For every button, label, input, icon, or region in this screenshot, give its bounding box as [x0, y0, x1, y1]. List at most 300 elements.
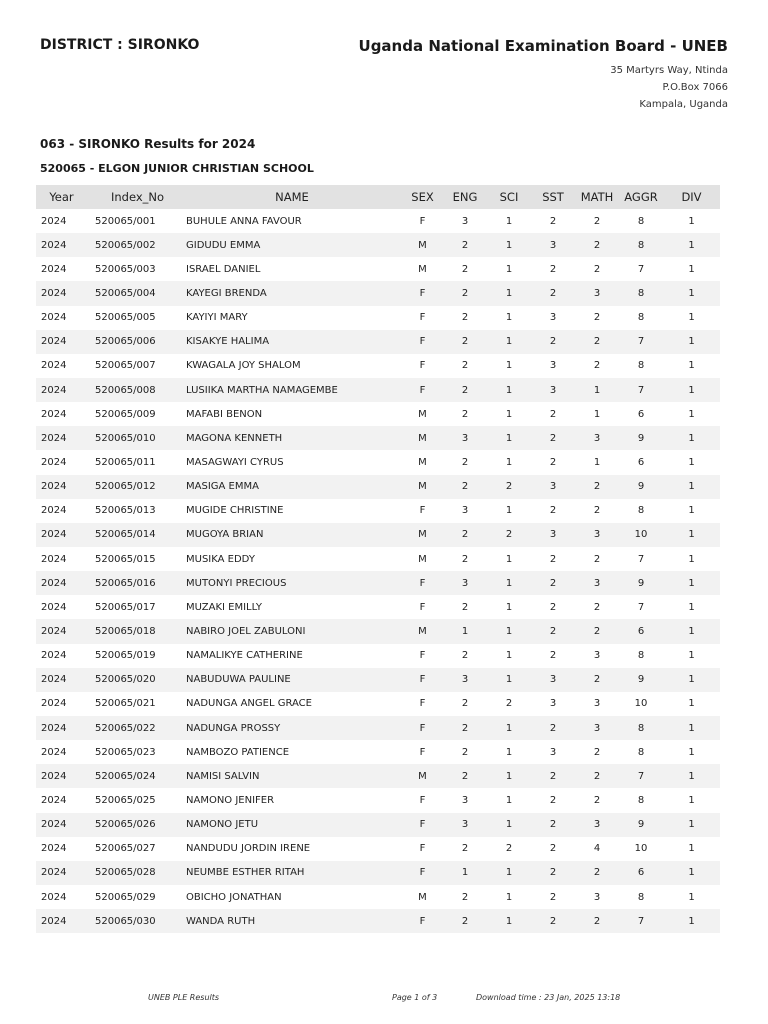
cell-sst: 2 [531, 571, 575, 595]
cell-aggr: 8 [637, 746, 645, 758]
cell-sci: 1 [505, 553, 513, 565]
cell-eng: 2 [461, 698, 469, 710]
cell-sex: F [402, 281, 443, 305]
cell-name: NAMONO JETU [182, 813, 402, 837]
cell-sst: 2 [531, 426, 575, 450]
cell-sst: 2 [549, 263, 557, 275]
cell-aggr: 10 [634, 843, 648, 855]
cell-sex: M [418, 891, 427, 903]
cell-math: 2 [593, 215, 601, 227]
cell-index-no: 520065/021 [95, 698, 156, 710]
cell-aggr: 7 [637, 263, 645, 275]
cell-name: KAYEGI BRENDA [182, 281, 402, 305]
cell-eng: 2 [461, 456, 469, 468]
cell-aggr: 9 [619, 426, 663, 450]
table-row [36, 233, 720, 257]
cell-eng: 3 [461, 215, 469, 227]
cell-name: MAFABI BENON [186, 408, 263, 420]
cell-index-no: 520065/002 [93, 233, 182, 257]
cell-div: 1 [688, 698, 695, 710]
cell-aggr: 8 [637, 794, 645, 806]
cell-index-no: 520065/012 [93, 475, 182, 499]
cell-sst: 2 [549, 215, 557, 227]
cell-aggr: 7 [619, 909, 663, 933]
cell-sex: M [418, 263, 427, 275]
cell-math: 2 [593, 505, 601, 517]
cell-name: MUSIKA EDDY [186, 553, 255, 565]
cell-sci: 1 [487, 619, 531, 643]
cell-math: 3 [575, 281, 619, 305]
cell-math: 3 [575, 813, 619, 837]
cell-math: 2 [575, 909, 619, 933]
cell-year: 2024 [36, 764, 93, 788]
cell-sex: F [402, 330, 443, 354]
cell-sst: 2 [549, 891, 557, 903]
cell-div: 1 [688, 650, 695, 662]
table-row [36, 909, 720, 933]
cell-name: MAGONA KENNETH [182, 426, 402, 450]
cell-eng: 3 [443, 668, 487, 692]
cell-sex: F [419, 650, 426, 662]
cell-math: 2 [593, 312, 601, 324]
cell-aggr: 9 [619, 813, 663, 837]
table-row [36, 499, 720, 523]
cell-year: 2024 [41, 650, 67, 662]
cell-index-no: 520065/013 [95, 505, 156, 517]
cell-math: 2 [593, 360, 601, 372]
cell-math: 1 [575, 378, 619, 402]
cell-sst: 3 [549, 698, 557, 710]
cell-year: 2024 [41, 746, 67, 758]
cell-index-no: 520065/008 [93, 378, 182, 402]
cell-eng: 2 [443, 475, 487, 499]
cell-index-no: 520065/028 [93, 861, 182, 885]
cell-eng: 2 [443, 233, 487, 257]
cell-div: 1 [663, 378, 720, 402]
cell-sci: 1 [505, 746, 513, 758]
cell-div: 1 [688, 408, 695, 420]
cell-sex: M [418, 456, 427, 468]
table-body [36, 209, 720, 933]
cell-aggr: 7 [619, 764, 663, 788]
cell-year: 2024 [36, 475, 93, 499]
cell-div: 1 [663, 281, 720, 305]
cell-sex: M [402, 233, 443, 257]
cell-sst: 2 [549, 505, 557, 517]
cell-div: 1 [663, 668, 720, 692]
cell-index-no: 520065/006 [93, 330, 182, 354]
cell-aggr: 8 [637, 312, 645, 324]
cell-eng: 2 [443, 330, 487, 354]
cell-year: 2024 [41, 553, 67, 565]
cell-div: 1 [688, 843, 695, 855]
cell-sst: 3 [549, 312, 557, 324]
cell-aggr: 6 [619, 861, 663, 885]
cell-aggr: 7 [619, 378, 663, 402]
cell-math: 3 [575, 716, 619, 740]
cell-sci: 2 [487, 475, 531, 499]
cell-div: 1 [663, 330, 720, 354]
cell-sex: F [402, 378, 443, 402]
cell-name: MUGIDE CHRISTINE [186, 505, 284, 517]
cell-year: 2024 [36, 716, 93, 740]
cell-sex: F [419, 794, 426, 806]
cell-aggr: 7 [619, 330, 663, 354]
cell-year: 2024 [36, 571, 93, 595]
cell-div: 1 [663, 426, 720, 450]
cell-sex: F [402, 571, 443, 595]
cell-name: MUTONYI PRECIOUS [182, 571, 402, 595]
cell-sci: 1 [487, 281, 531, 305]
cell-sex: M [402, 619, 443, 643]
cell-name: NABUDUWA PAULINE [182, 668, 402, 692]
cell-math: 2 [593, 553, 601, 565]
cell-eng: 1 [443, 861, 487, 885]
cell-div: 1 [688, 312, 695, 324]
table-row [36, 619, 720, 643]
cell-sci: 1 [487, 668, 531, 692]
cell-math: 4 [593, 843, 601, 855]
table-row [36, 402, 720, 426]
table-row [36, 354, 720, 378]
cell-sst: 2 [549, 650, 557, 662]
table-row [36, 450, 720, 474]
cell-year: 2024 [36, 281, 93, 305]
cell-name: NADUNGA PROSSY [182, 716, 402, 740]
cell-sst: 2 [531, 764, 575, 788]
cell-sex: M [402, 764, 443, 788]
table-header [36, 185, 720, 209]
cell-sex: F [402, 861, 443, 885]
cell-sci: 2 [487, 523, 531, 547]
cell-aggr: 9 [619, 475, 663, 499]
cell-sex: F [402, 909, 443, 933]
cell-sst: 3 [531, 668, 575, 692]
cell-sci: 1 [487, 909, 531, 933]
table-row [36, 306, 720, 330]
cell-eng: 3 [461, 505, 469, 517]
cell-eng: 2 [461, 408, 469, 420]
cell-sex: F [419, 746, 426, 758]
cell-math: 3 [575, 426, 619, 450]
cell-sci: 1 [505, 360, 513, 372]
cell-name: NAMALIKYE CATHERINE [186, 650, 303, 662]
cell-div: 1 [663, 909, 720, 933]
cell-div: 1 [663, 475, 720, 499]
cell-div: 1 [688, 553, 695, 565]
address-line-street: 35 Martyrs Way, Ntinda [610, 65, 728, 76]
cell-index-no: 520065/007 [95, 360, 156, 372]
cell-math: 3 [593, 891, 601, 903]
cell-eng: 2 [443, 764, 487, 788]
cell-name: KAYIYI MARY [186, 312, 248, 324]
district-heading: DISTRICT : SIRONKO [40, 37, 200, 53]
board-title: Uganda National Examination Board - UNEB [358, 37, 728, 55]
cell-sex: M [402, 475, 443, 499]
cell-sst: 3 [549, 746, 557, 758]
cell-index-no: 520065/029 [95, 891, 156, 903]
cell-div: 1 [663, 861, 720, 885]
cell-index-no: 520065/018 [93, 619, 182, 643]
cell-div: 1 [663, 571, 720, 595]
cell-sst: 2 [549, 794, 557, 806]
cell-year: 2024 [41, 263, 67, 275]
table-row [36, 644, 720, 668]
col-header-index: Index_No [93, 185, 182, 209]
cell-year: 2024 [41, 843, 67, 855]
footer-download-time: Download time : 23 Jan, 2025 13:18 [476, 993, 621, 1002]
cell-div: 1 [688, 794, 695, 806]
cell-sex: F [419, 698, 426, 710]
cell-aggr: 8 [637, 891, 645, 903]
cell-math: 1 [593, 408, 601, 420]
school-title: 520065 - ELGON JUNIOR CHRISTIAN SCHOOL [40, 162, 314, 175]
cell-eng: 2 [443, 909, 487, 933]
cell-sst: 3 [531, 233, 575, 257]
cell-eng: 2 [461, 601, 469, 613]
cell-math: 2 [575, 764, 619, 788]
table-row [36, 378, 720, 402]
cell-sci: 2 [505, 843, 513, 855]
cell-eng: 2 [443, 378, 487, 402]
cell-index-no: 520065/009 [95, 408, 156, 420]
col-header-sci: SCI [487, 185, 531, 209]
cell-name: MASIGA EMMA [182, 475, 402, 499]
cell-year: 2024 [36, 813, 93, 837]
table-row [36, 740, 720, 764]
table-row [36, 426, 720, 450]
cell-div: 1 [663, 619, 720, 643]
cell-sst: 3 [531, 475, 575, 499]
cell-aggr: 6 [637, 456, 645, 468]
cell-sst: 2 [531, 909, 575, 933]
cell-div: 1 [688, 505, 695, 517]
cell-sst: 2 [549, 553, 557, 565]
cell-div: 1 [688, 215, 695, 227]
cell-sst: 2 [531, 281, 575, 305]
cell-year: 2024 [36, 233, 93, 257]
cell-sci: 1 [505, 456, 513, 468]
cell-year: 2024 [41, 505, 67, 517]
col-header-name: NAME [182, 185, 402, 209]
cell-div: 1 [663, 764, 720, 788]
cell-sci: 1 [487, 330, 531, 354]
cell-name: NANDUDU JORDIN IRENE [186, 843, 311, 855]
board-address [610, 62, 728, 113]
cell-sst: 2 [531, 861, 575, 885]
table-row [36, 861, 720, 885]
cell-name: NEUMBE ESTHER RITAH [182, 861, 402, 885]
cell-sst: 2 [531, 619, 575, 643]
cell-name: BUHULE ANNA FAVOUR [186, 215, 302, 227]
cell-name: NAMISI SALVIN [182, 764, 402, 788]
cell-sci: 1 [487, 861, 531, 885]
cell-sex: M [418, 408, 427, 420]
cell-sst: 3 [531, 523, 575, 547]
cell-index-no: 520065/019 [95, 650, 156, 662]
cell-year: 2024 [41, 312, 67, 324]
cell-math: 3 [575, 571, 619, 595]
cell-sst: 2 [531, 813, 575, 837]
cell-name: MASAGWAYI CYRUS [186, 456, 284, 468]
cell-sex: F [402, 668, 443, 692]
cell-aggr: 8 [637, 360, 645, 372]
cell-math: 1 [593, 456, 601, 468]
col-header-sst: SST [531, 185, 575, 209]
cell-math: 2 [575, 330, 619, 354]
cell-aggr: 6 [619, 619, 663, 643]
cell-aggr: 9 [619, 668, 663, 692]
cell-year: 2024 [36, 668, 93, 692]
cell-div: 1 [663, 233, 720, 257]
cell-sst: 2 [549, 456, 557, 468]
cell-eng: 2 [461, 553, 469, 565]
cell-name: NADUNGA ANGEL GRACE [186, 698, 312, 710]
cell-index-no: 520065/022 [93, 716, 182, 740]
cell-math: 3 [593, 650, 601, 662]
cell-sex: F [419, 360, 426, 372]
cell-sci: 1 [505, 650, 513, 662]
cell-eng: 2 [461, 650, 469, 662]
cell-year: 2024 [41, 698, 67, 710]
cell-sex: M [402, 523, 443, 547]
col-header-eng: ENG [443, 185, 487, 209]
table-row [36, 668, 720, 692]
cell-year: 2024 [36, 523, 93, 547]
table-row [36, 716, 720, 740]
cell-div: 1 [688, 360, 695, 372]
cell-aggr: 7 [637, 553, 645, 565]
cell-math: 2 [593, 601, 601, 613]
cell-name: LUSIIKA MARTHA NAMAGEMBE [182, 378, 402, 402]
cell-name: MUGOYA BRIAN [182, 523, 402, 547]
cell-eng: 2 [443, 523, 487, 547]
cell-name: NABIRO JOEL ZABULONI [182, 619, 402, 643]
cell-year: 2024 [41, 408, 67, 420]
cell-eng: 2 [461, 263, 469, 275]
cell-aggr: 7 [637, 601, 645, 613]
cell-math: 2 [593, 263, 601, 275]
cell-sex: F [419, 312, 426, 324]
cell-sst: 3 [549, 360, 557, 372]
cell-year: 2024 [41, 891, 67, 903]
cell-year: 2024 [36, 330, 93, 354]
cell-eng: 3 [443, 571, 487, 595]
cell-sci: 1 [505, 505, 513, 517]
cell-math: 2 [575, 861, 619, 885]
cell-sci: 1 [487, 378, 531, 402]
cell-name: NAMONO JENIFER [186, 794, 275, 806]
cell-sex: M [418, 553, 427, 565]
cell-year: 2024 [41, 456, 67, 468]
cell-sst: 2 [531, 716, 575, 740]
cell-sci: 1 [505, 794, 513, 806]
table-row [36, 523, 720, 547]
cell-index-no: 520065/026 [93, 813, 182, 837]
cell-eng: 3 [461, 794, 469, 806]
cell-eng: 2 [443, 716, 487, 740]
cell-sci: 1 [505, 408, 513, 420]
col-header-sex: SEX [402, 185, 443, 209]
cell-sci: 1 [505, 601, 513, 613]
cell-div: 1 [688, 891, 695, 903]
table-row [36, 885, 720, 909]
cell-index-no: 520065/025 [95, 794, 156, 806]
cell-index-no: 520065/005 [95, 312, 156, 324]
cell-aggr: 8 [619, 281, 663, 305]
cell-index-no: 520065/010 [93, 426, 182, 450]
cell-math: 2 [593, 746, 601, 758]
table-row [36, 281, 720, 305]
col-header-year: Year [36, 185, 93, 209]
table-row [36, 788, 720, 812]
cell-sst: 2 [549, 601, 557, 613]
cell-year: 2024 [41, 360, 67, 372]
cell-math: 2 [575, 475, 619, 499]
cell-aggr: 8 [619, 233, 663, 257]
cell-aggr: 6 [637, 408, 645, 420]
cell-year: 2024 [36, 861, 93, 885]
table-row [36, 257, 720, 281]
cell-sci: 1 [487, 764, 531, 788]
cell-name: GIDUDU EMMA [182, 233, 402, 257]
cell-index-no: 520065/011 [95, 456, 156, 468]
cell-index-no: 520065/023 [95, 746, 156, 758]
cell-sci: 1 [487, 813, 531, 837]
cell-aggr: 8 [619, 716, 663, 740]
cell-index-no: 520065/004 [93, 281, 182, 305]
cell-aggr: 10 [634, 698, 648, 710]
cell-div: 1 [688, 746, 695, 758]
cell-name: MUZAKI EMILLY [186, 601, 262, 613]
cell-year: 2024 [41, 794, 67, 806]
cell-sci: 1 [505, 263, 513, 275]
cell-eng: 2 [461, 843, 469, 855]
cell-eng: 3 [443, 426, 487, 450]
cell-name: OBICHO JONATHAN [186, 891, 282, 903]
cell-aggr: 8 [637, 650, 645, 662]
cell-eng: 2 [461, 312, 469, 324]
cell-eng: 2 [461, 746, 469, 758]
cell-eng: 2 [461, 891, 469, 903]
cell-name: KISAKYE HALIMA [182, 330, 402, 354]
address-line-pobox: P.O.Box 7066 [662, 82, 728, 93]
results-table [36, 185, 720, 933]
cell-sci: 1 [487, 426, 531, 450]
cell-year: 2024 [36, 909, 93, 933]
col-header-div: DIV [663, 185, 720, 209]
cell-name: WANDA RUTH [182, 909, 402, 933]
cell-sci: 1 [505, 891, 513, 903]
table-row [36, 571, 720, 595]
cell-sst: 2 [549, 408, 557, 420]
address-line-city: Kampala, Uganda [639, 99, 728, 110]
cell-name: NAMBOZO PATIENCE [186, 746, 290, 758]
cell-sst: 2 [549, 843, 557, 855]
cell-year: 2024 [41, 601, 67, 613]
cell-math: 3 [593, 698, 601, 710]
cell-div: 1 [688, 263, 695, 275]
cell-index-no: 520065/027 [95, 843, 156, 855]
cell-sex: F [419, 505, 426, 517]
cell-name: ISRAEL DANIEL [186, 263, 261, 275]
cell-index-no: 520065/001 [95, 215, 156, 227]
cell-sci: 1 [487, 716, 531, 740]
cell-aggr: 8 [637, 215, 645, 227]
footer-page-number: Page 1 of 3 [392, 993, 438, 1002]
table-row [36, 764, 720, 788]
cell-div: 1 [663, 523, 720, 547]
